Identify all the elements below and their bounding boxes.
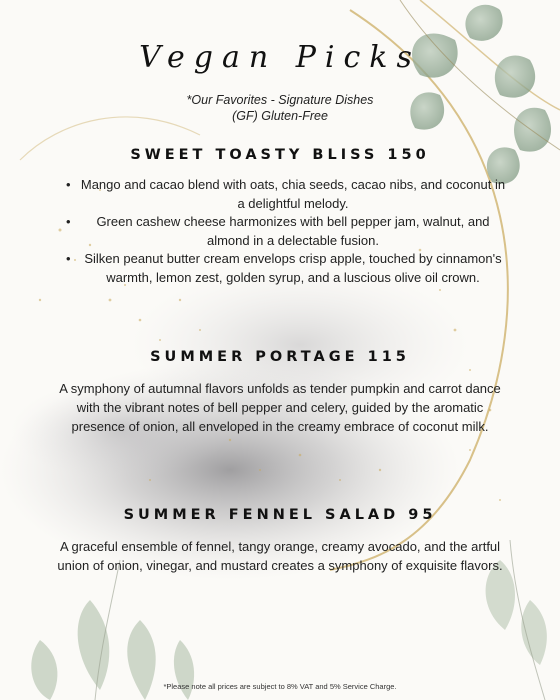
menu-title: Vegan Picks: [139, 40, 421, 75]
list-item: [60, 213, 510, 250]
price-footnote: *Please note all prices are subject to 8% VAT and 5% Service Charge.: [163, 682, 397, 691]
list-item: [60, 250, 510, 287]
list-item: [60, 176, 510, 213]
dish-heading-summer-portage: SUMMER PORTAGE 115: [150, 349, 410, 365]
list-item-text: Silken peanut butter cream envelops crisp apple, touched by cinnamon's warmth, lemon zest, golden syrup, and a luscious olive oil crown.: [84, 251, 502, 285]
dish-description-summer-fennel-salad: A graceful ensemble of fennel, tangy orange, creamy avocado, and the artful union of onion, vinegar, and mustard creates a symphony of exquisite flavors.: [57, 539, 503, 573]
subtitle-gluten-free: (GF) Gluten-Free: [232, 109, 328, 123]
bullet-icon: •: [66, 177, 71, 192]
dish-description-summer-portage: A symphony of autumnal flavors unfolds as tender pumpkin and carrot dance with the vibrant notes of bell pepper and celery, guided by the aromatic presence of onion, all enveloped in the creamy embrace of coconut milk.: [59, 381, 501, 434]
subtitle-signature: *Our Favorites - Signature Dishes: [186, 93, 374, 107]
dish-description-list: [60, 176, 510, 287]
dish-heading-sweet-toasty-bliss: SWEET TOASTY BLISS 150: [130, 147, 430, 163]
list-item-text: Mango and cacao blend with oats, chia seeds, cacao nibs, and coconut in a delightful melody.: [80, 177, 506, 211]
bullet-icon: •: [66, 251, 71, 266]
bullet-icon: •: [66, 214, 71, 229]
list-item-text: Green cashew cheese harmonizes with bell pepper jam, walnut, and almond in a delectable fusion.: [96, 214, 490, 248]
dish-heading-summer-fennel-salad: SUMMER FENNEL SALAD 95: [123, 507, 437, 523]
